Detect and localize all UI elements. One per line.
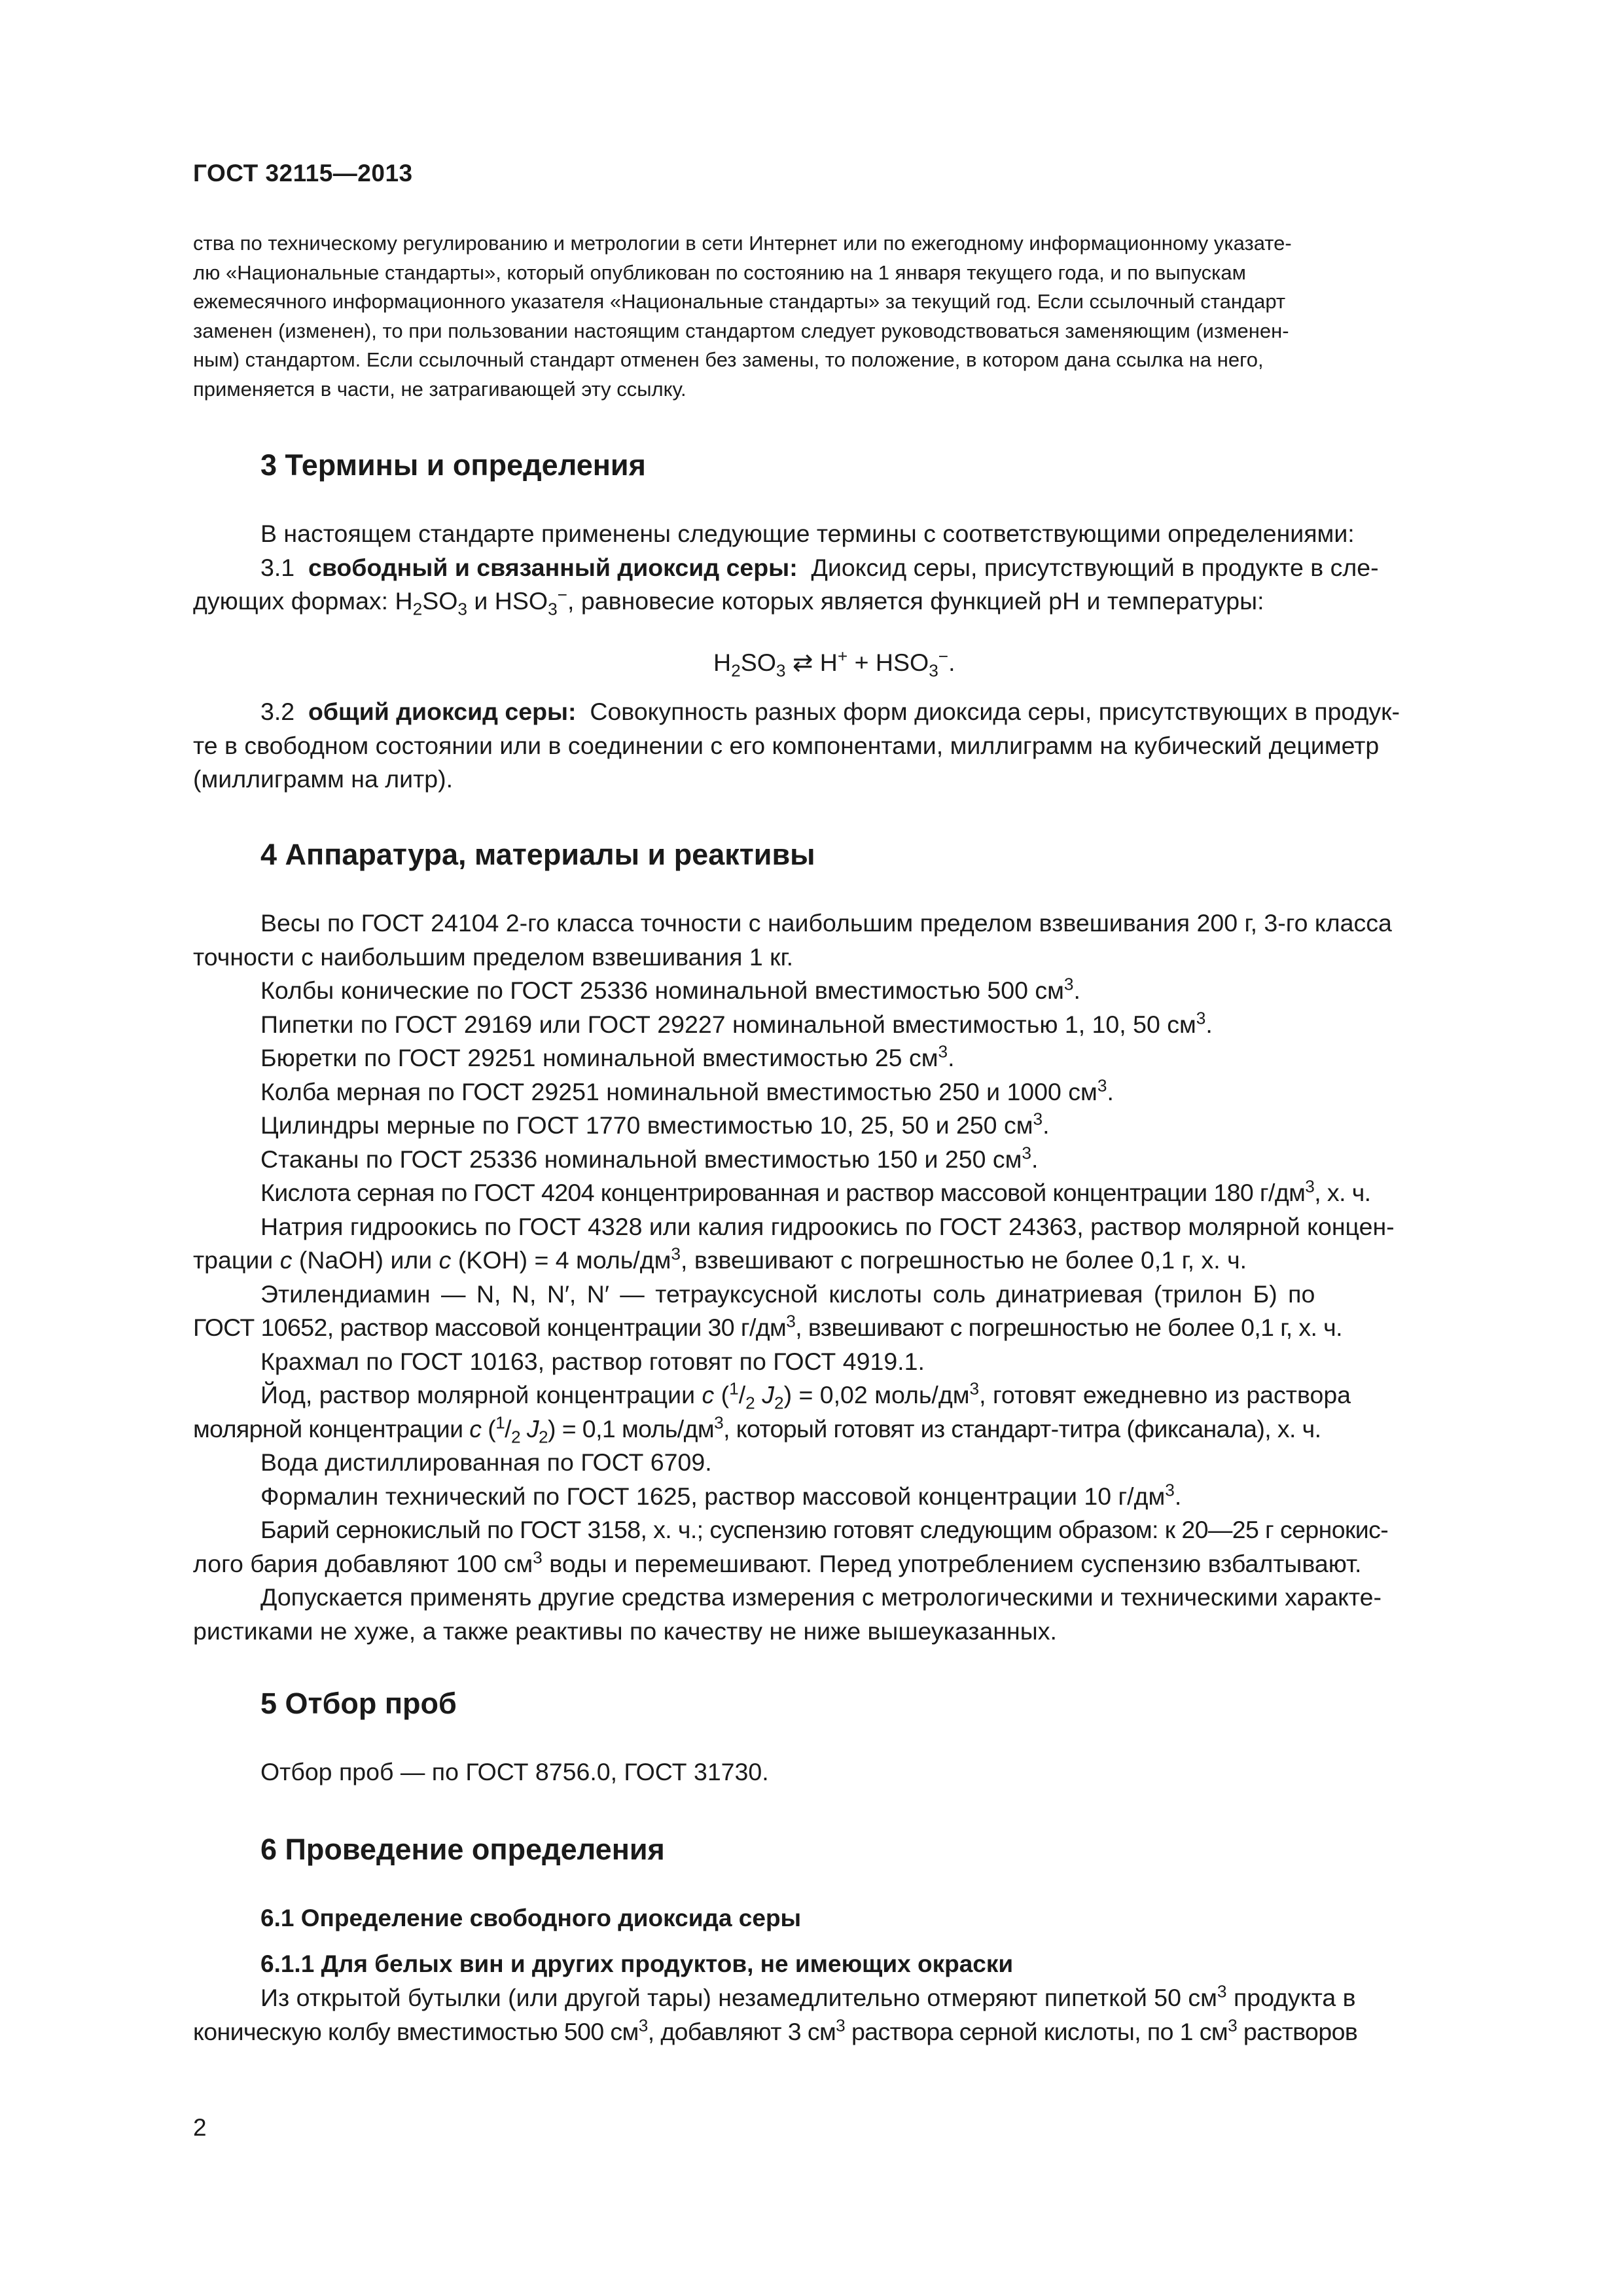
section-3-body bbox=[193, 517, 1502, 619]
section-6-body bbox=[193, 1981, 1502, 2049]
text-line: Отбор проб — по ГОСТ 8756.0, ГОСТ 31730. bbox=[260, 1758, 769, 1785]
section-4-heading: 4 Аппаратура, материалы и реактивы bbox=[260, 838, 815, 871]
intro-paragraph bbox=[193, 229, 1502, 404]
subsection-6-1-heading: 6.1 Определение свободного диоксида серы bbox=[260, 1905, 802, 1931]
intro-line: применяется в части, не затрагивающей эту ссылку. bbox=[193, 377, 687, 401]
text-line: Бюретки по ГОСТ 29251 номинальной вместимостью 25 $см^3$. bbox=[260, 1041, 955, 1071]
section-4-body bbox=[193, 906, 1502, 1648]
text-line: Пипетки по ГОСТ 29169 или ГОСТ 29227 номинальной вместимостью 1, 10, 50 $см^3$. bbox=[260, 1008, 1213, 1038]
text-line: Колба мерная по ГОСТ 29251 номинальной вместимостью 250 и 1000 $см^3$. bbox=[260, 1075, 1114, 1105]
text-line: ГОСТ 10652, раствор массовой концентрации 30 $г/дм^3$, взвешивают с погрешностью не более 0,1 г, х. ч. bbox=[193, 1311, 1342, 1341]
text-line: Вода дистиллированная по ГОСТ 6709. bbox=[260, 1448, 712, 1476]
text-line: коническую колбу вместимостью 500 $см^3$, добавляют 3 $см^3$ раствора серной кислоты, по 1 $см^3$ растворов bbox=[193, 2015, 1358, 2045]
intro-line: ным) стандартом. Если ссылочный стандарт отменен без замены, то положение, в котором дана ссылка на него, bbox=[193, 348, 1264, 371]
section-5-heading: 5 Отбор проб bbox=[260, 1687, 457, 1720]
equilibrium-formula: $H_2SO_3$ ⇄ $H^+ + HSO_3^-$. bbox=[713, 646, 955, 681]
text-line: Кислота серная по ГОСТ 4204 концентрированная и раствор массовой концентрации 180 $г/дм^3$, х. ч. bbox=[260, 1176, 1371, 1206]
section-3-heading: 3 Термины и определения bbox=[260, 448, 646, 482]
text-line: Натрия гидроокись по ГОСТ 4328 или калия гидроокись по ГОСТ 24363, раствор молярной концен- bbox=[260, 1212, 1395, 1240]
page-number: 2 bbox=[193, 2114, 207, 2141]
doc-code-header: ГОСТ 32115—2013 bbox=[193, 160, 413, 187]
definition-3-2: 3.2 общий диоксид серы: Совокупность разных форм диоксида серы, присутствующих в продук- bbox=[260, 698, 1400, 725]
definition-3-1: 3.1 свободный и связанный диоксид серы: Диоксид серы, присутствующий в продукте в сле- bbox=[260, 553, 1379, 581]
text-line: Этилендиамин — N, N, N′, N′ — тетрауксусной кислоты соль динатриевая (трилон Б) по bbox=[260, 1280, 1315, 1308]
text-line: Весы по ГОСТ 24104 2-го класса точности с наибольшим пределом взвешивания 200 г, 3-го класса bbox=[260, 909, 1392, 937]
text-line: Барий сернокислый по ГОСТ 3158, х. ч.; суспензию готовят следующим образом: к 20—25 г сернокис- bbox=[260, 1516, 1389, 1543]
text-line: Крахмал по ГОСТ 10163, раствор готовят по ГОСТ 4919.1. bbox=[260, 1347, 925, 1375]
text-line: Йод, раствор молярной концентрации c ($^1/_2$ $J_2) = 0,02$ моль/$дм^3$, готовят ежедневно из раствора bbox=[260, 1378, 1351, 1413]
text-line: Из открытой бутылки (или другой тары) незамедлительно отмеряют пипеткой 50 $см^3$ продукта в bbox=[260, 1981, 1356, 2011]
definition-3-2-cont: (миллиграмм на литр). bbox=[193, 765, 454, 793]
section-6-heading: 6 Проведение определения bbox=[260, 1833, 665, 1866]
text-line: Формалин технический по ГОСТ 1625, раствор массовой концентрации 10 $г/дм^3$. bbox=[260, 1480, 1182, 1510]
intro-line: заменен (изменен), то при пользовании настоящим стандартом следует руководствоваться заменяющим (изменен- bbox=[193, 319, 1289, 342]
definition-3-1-cont: дующих формах: $H_2SO_3$ и $HSO_3^-$, равновесие которых является функцией pH и температуры: bbox=[193, 584, 1264, 619]
text-line: Стаканы по ГОСТ 25336 номинальной вместимостью 150 и 250 $см^3$. bbox=[260, 1143, 1039, 1173]
section-3-def2 bbox=[193, 695, 1502, 797]
text-line: трации c (NaOH) или c (KOH) = 4 моль/$дм^3$, взвешивают с погрешностью не более 0,1 г, х. ч. bbox=[193, 1244, 1247, 1274]
text-line: лого бария добавляют 100 $см^3$ воды и перемешивают. Перед употреблением суспензию взбалтывают. bbox=[193, 1547, 1362, 1577]
text-line: Цилиндры мерные по ГОСТ 1770 вместимостью 10, 25, 50 и 250 $см^3$. bbox=[260, 1109, 1050, 1139]
definition-3-2-cont: те в свободном состоянии или в соединении с его компонентами, миллиграмм на кубический дециметр bbox=[193, 731, 1380, 759]
text-line: Колбы конические по ГОСТ 25336 номинальной вместимостью 500 $см^3$. bbox=[260, 974, 1080, 1004]
text-line: ристиками не хуже, а также реактивы по качеству не ниже вышеуказанных. bbox=[193, 1617, 1057, 1645]
text-line: молярной концентрации c ($^1/_2$ $J_2) = 0,1$ моль/$дм^3$, который готовят из стандарт-титра (фиксанала), х. ч. bbox=[193, 1412, 1321, 1446]
intro-line: ежемесячного информационного указателя «Национальные стандарты» за текущий год. Если ссылочный стандарт bbox=[193, 290, 1286, 313]
intro-line: лю «Национальные стандарты», который опубликован по состоянию на 1 января текущего года, и по выпускам bbox=[193, 260, 1246, 284]
section-5-body bbox=[193, 1755, 1502, 1789]
text-line: Допускается применять другие средства измерения с метрологическими и техническими характе- bbox=[260, 1583, 1382, 1611]
text-line: точности с наибольшим пределом взвешивания 1 кг. bbox=[193, 942, 794, 971]
subsection-6-1-1-heading: 6.1.1 Для белых вин и других продуктов, не имеющих окраски bbox=[260, 1950, 1014, 1977]
section-3-intro: В настоящем стандарте применены следующие термины с соответствующими определениями: bbox=[260, 520, 1355, 547]
intro-line: ства по техническому регулированию и метрологии в сети Интернет или по ежегодному информационному указате- bbox=[193, 232, 1292, 255]
